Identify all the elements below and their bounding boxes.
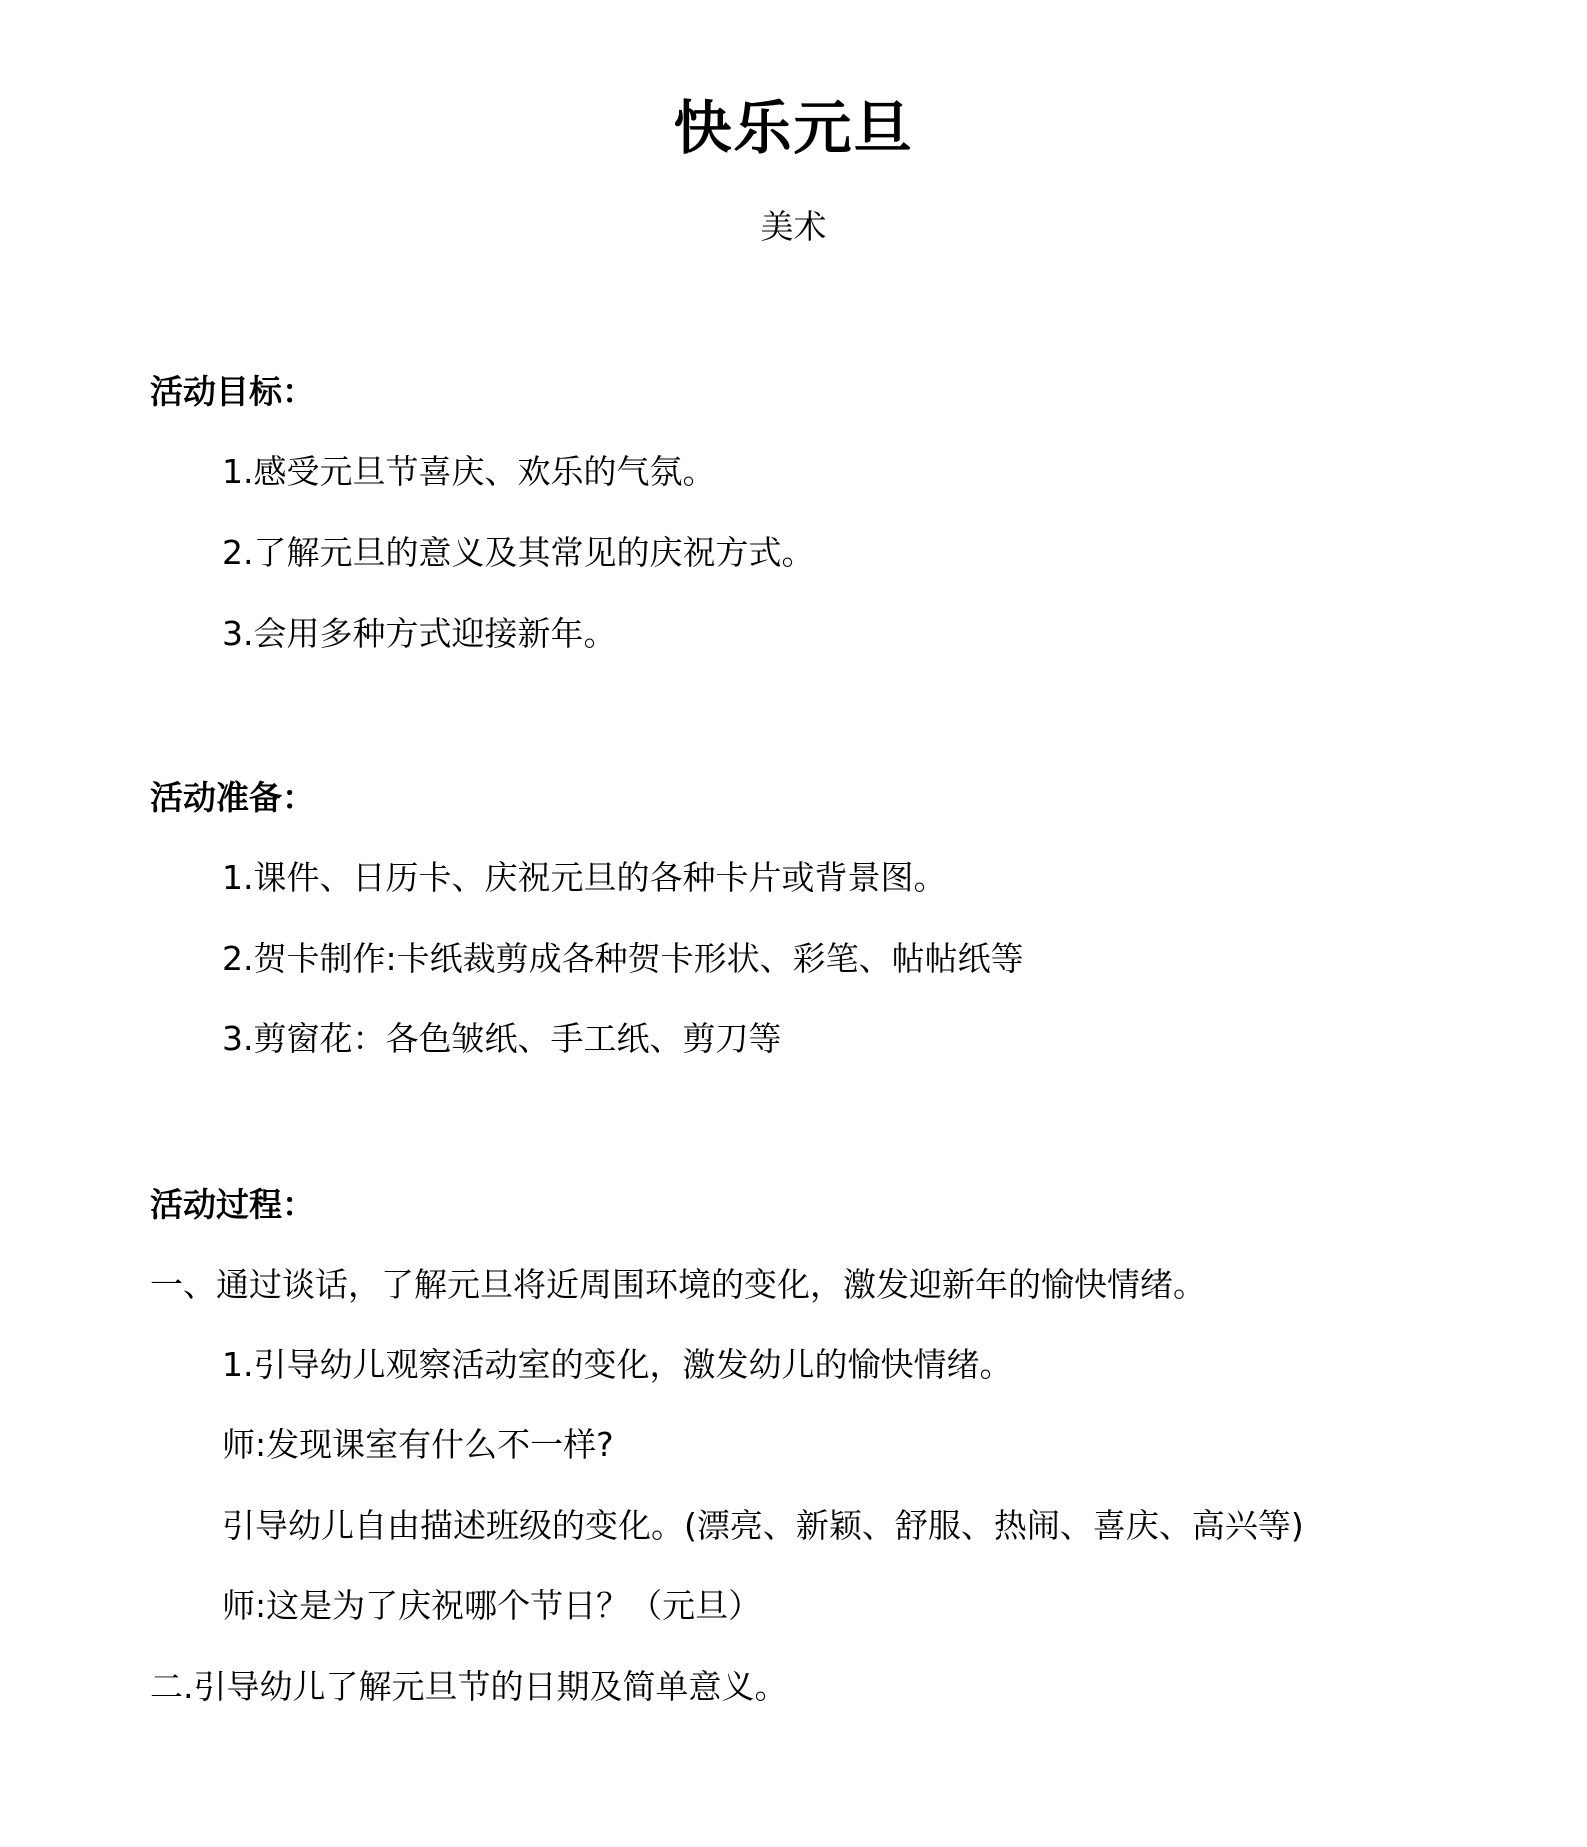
- section-heading-goals: 活动目标：: [150, 372, 315, 411]
- document-subtitle: 美术: [760, 207, 827, 246]
- process-sub-item: 师:这是为了庆祝哪个节日？（元旦）: [222, 1586, 762, 1625]
- preparation-item: 1.课件、日历卡、庆祝元旦的各种卡片或背景图。: [222, 858, 947, 897]
- process-step-1: 一、通过谈话，了解元旦将近周围环境的变化，激发迎新年的愉快情绪。: [150, 1265, 1206, 1304]
- document-title: 快乐元旦: [673, 94, 914, 162]
- goal-item: 2.了解元旦的意义及其常见的庆祝方式。: [222, 533, 815, 572]
- preparation-item: 2.贺卡制作:卡纸裁剪成各种贺卡形状、彩笔、帖帖纸等: [222, 939, 1024, 978]
- goal-item: 3.会用多种方式迎接新年。: [222, 614, 617, 653]
- section-heading-process: 活动过程：: [150, 1185, 315, 1224]
- process-sub-item: 引导幼儿自由描述班级的变化。(漂亮、新颖、舒服、热闹、喜庆、高兴等): [222, 1506, 1304, 1545]
- goal-item: 1.感受元旦节喜庆、欢乐的气氛。: [222, 452, 716, 491]
- process-step-2: 二.引导幼儿了解元旦节的日期及简单意义。: [150, 1667, 788, 1706]
- section-heading-preparation: 活动准备：: [150, 778, 315, 817]
- process-sub-item: 1.引导幼儿观察活动室的变化，激发幼儿的愉快情绪。: [222, 1345, 1013, 1384]
- preparation-item: 3.剪窗花：各色皱纸、手工纸、剪刀等: [222, 1019, 782, 1058]
- process-sub-item: 师:发现课室有什么不一样?: [222, 1425, 614, 1464]
